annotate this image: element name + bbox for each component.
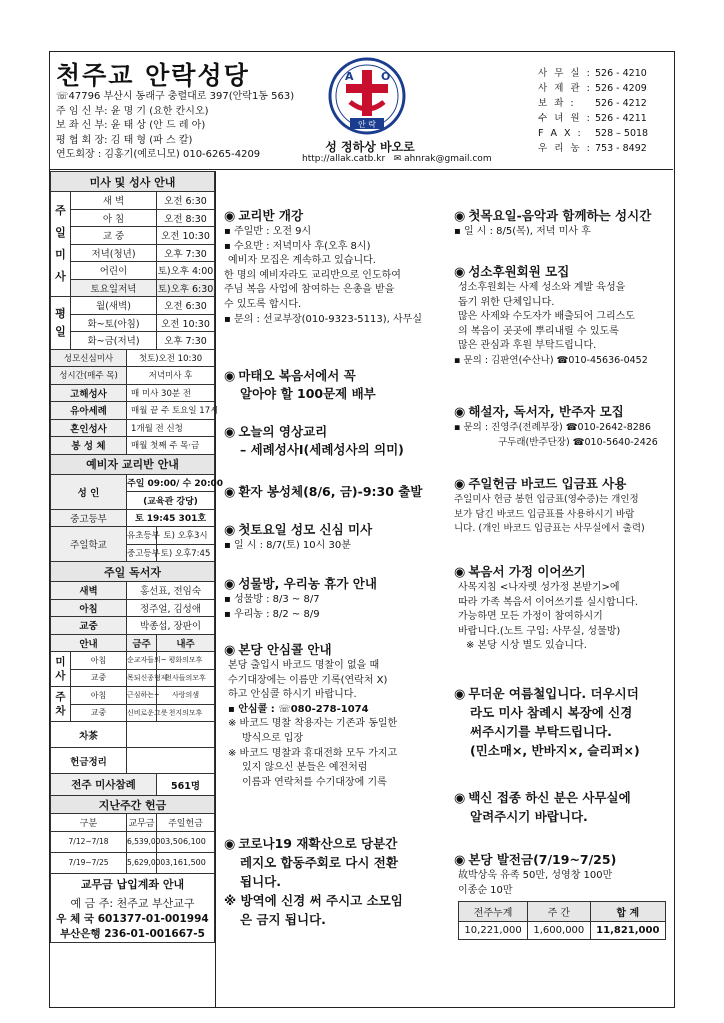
sacrament-name: 유아세례 <box>51 402 127 420</box>
mass-name: 성모신심미사 <box>51 349 127 367</box>
misa-label: 미사 <box>51 652 71 687</box>
chaja-label: 주차 <box>51 687 71 722</box>
logo-text: 안 락 <box>358 120 376 129</box>
assistant-line: 보 좌 신 부: 윤 태 상 (안 드 레 아) <box>56 120 206 131</box>
article-line: 돕기 위한 단체입니다. <box>458 296 555 308</box>
article-development <box>454 851 674 898</box>
article-volunteers <box>454 403 674 450</box>
yeondo-line: 연도회장 : 김홍기(예로니모) 010-6265-4209 <box>56 149 261 160</box>
mass-name: 아 침 <box>71 209 157 227</box>
article-line: ▪ 주일반 : 오전 9시 <box>224 226 312 237</box>
article-vacation <box>224 575 448 622</box>
offering-amount: 3,161,500 <box>157 852 215 873</box>
article-line: ▪ 문의 : 김판연(수산나) ☎010-45636-0452 <box>454 354 648 366</box>
mass-name: 토요일저녁 <box>71 279 157 297</box>
article-title: 무더운 여름철입니다. 더우시더 <box>468 686 639 701</box>
mass-name: 새 벽 <box>71 192 157 210</box>
article-line: 라도 미사 참례시 복장에 신경 <box>470 705 633 720</box>
dev-col: 주 간 <box>528 902 590 922</box>
article-title: 성소후원회원 모집 <box>468 264 570 279</box>
article-line: 의 복음이 곳곳에 뿌리내릴 수 있도록 <box>458 325 619 337</box>
phone-row: 사 무 실 : 526 - 4210 <box>538 68 647 79</box>
weekday-label: 평일 <box>51 297 71 350</box>
bullet-icon: ◉ <box>224 577 236 592</box>
sacrament-value: 매월 첫째 주 목·금 <box>127 437 215 455</box>
article-line: 바랍니다.(노트 구입: 사무실, 성물방) <box>458 625 621 637</box>
mass-time: 저녁미사 후 <box>127 367 215 385</box>
offering-period: 7/19~7/25 <box>51 852 127 873</box>
adult-value: 주일 09:00/ 수 20:00 <box>127 474 215 492</box>
article-line: ▪ 수요반 : 저녁미사 후(오후 8시) <box>224 240 371 252</box>
dev-total: 11,821,000 <box>590 922 665 940</box>
bullet-icon: ◉ <box>454 477 466 492</box>
offering-col: 주일헌금 <box>157 814 215 832</box>
council-line: 평 협 회 장: 김 태 형 (파 스 칼) <box>56 134 193 146</box>
reader-mass: 교중 <box>51 617 127 635</box>
article-line: 써주시기를 부탁드립니다. <box>470 724 612 739</box>
mass-time: 오전 8:30 <box>157 209 215 227</box>
account-line: 부산은행 236-01-001667-5 <box>51 926 215 942</box>
school-label: 주일학교 <box>51 527 127 562</box>
offering-period: 7/12~7/18 <box>51 831 127 852</box>
website-link[interactable]: http://allak.catb.kr <box>302 154 386 164</box>
article-line: 이름과 연락처를 수기대장에 기록 <box>242 776 387 788</box>
article-line: 구두래(반주단장) ☎010-5640-2426 <box>498 436 658 448</box>
reader-mass: 새벽 <box>51 582 127 600</box>
mass-time: 오전 6:30 <box>157 192 215 210</box>
guide-next: 천사들의모후 <box>157 669 215 687</box>
attendance-value: 561명 <box>157 774 215 796</box>
guide-mass: 교중 <box>71 704 127 722</box>
article-title-2: – 세례성사Ⅰ(세례성사의 의미) <box>240 442 404 457</box>
sacrament-name: 혼인성사 <box>51 419 127 437</box>
article-covid <box>224 835 456 929</box>
account-title: 교무금 납입계좌 안내 <box>51 873 215 895</box>
mass-time: 오전 10:30 <box>157 227 215 245</box>
parish-title: 천주교 안락성당 <box>56 61 250 90</box>
guide-col: 금주 <box>127 634 157 652</box>
reader-title: 주일 독서자 <box>51 562 215 582</box>
article-line: ▪ 문의 : 진영주(전례부장) ☎010-2642-8286 <box>454 422 651 433</box>
phone-row: 보 좌 : 526 - 4212 <box>538 98 647 109</box>
guide-next: 사랑의샘 <box>157 687 215 705</box>
account-line: 우 체 국 601377-01-001994 <box>51 911 215 926</box>
school-dept: 중고등부 <box>127 544 157 562</box>
article-line: 은 금지 됩니다. <box>240 912 326 927</box>
mass-name: 화~금(저녁) <box>71 332 157 350</box>
sidebar <box>50 171 224 1007</box>
article-communion <box>224 483 464 501</box>
article-title: 환자 봉성체(8/6, 금)-9:30 출발 <box>238 484 423 499</box>
offering-col: 교무금 <box>127 814 157 832</box>
article-title-2: 알아야 할 100문제 배부 <box>240 386 376 401</box>
article-title: 첫목요일-음악과 함께하는 성시간 <box>468 208 652 223</box>
sacrament-value: 매 미사 30분 전 <box>127 384 215 402</box>
dev-value: 1,600,000 <box>528 922 590 940</box>
offering-amount: 6,539,000 <box>127 831 157 852</box>
mass-name: 월(새벽) <box>71 297 157 315</box>
school-time: 토) 오후7:45 <box>157 544 215 562</box>
article-title: 본당 발전금(7/19~7/25) <box>468 852 617 867</box>
article-video <box>224 423 464 458</box>
article-line: (민소매×, 반바지×, 슬리퍼×) <box>470 743 640 758</box>
address-line: ☏47796 부산시 동래구 충렬대로 397(안락1동 563) <box>56 91 295 102</box>
header <box>50 52 673 170</box>
article-line: 성소후원회는 사제 성소와 계발 육성을 <box>458 282 626 293</box>
guide-current: 순교자들의~ <box>127 652 157 670</box>
guide-next: 평화의모후 <box>157 652 215 670</box>
sacrament-value: 매월 끝 주 토요일 17시 <box>127 402 215 420</box>
mass-name: 교 중 <box>71 227 157 245</box>
article-line: 있지 않으신 분들은 예전처럼 <box>242 762 368 774</box>
adult-label: 성 인 <box>51 474 127 509</box>
article-vocation <box>454 263 672 369</box>
mass-schedule-title: 미사 및 성사 안내 <box>51 172 215 192</box>
bullet-icon: ◉ <box>454 853 466 868</box>
patron-saint: 성 정하상 바오로 <box>325 140 415 154</box>
contact-links <box>302 154 492 164</box>
article-line: 주일미사 헌금 봉헌 입금표(영수증)는 개인정 <box>454 494 639 505</box>
article-title: 첫토요일 성모 신심 미사 <box>238 522 373 537</box>
bullet-icon: ◉ <box>224 485 236 500</box>
phone-row: F A X : 528 – 5018 <box>538 128 649 139</box>
reader-mass: 아침 <box>51 599 127 617</box>
pastor-line: 주 임 신 부: 윤 명 기 (요한 칸시오) <box>56 105 209 117</box>
attendance-label: 전주 미사참례 <box>51 774 157 796</box>
guide-col: 내주 <box>157 634 215 652</box>
mass-time: 오전 6:30 <box>157 297 215 315</box>
bullet-icon: ◉ <box>454 565 466 580</box>
phone-row: 수 녀 원 : 526 - 4211 <box>538 113 647 124</box>
guide-mass: 아침 <box>71 687 127 705</box>
phone-directory <box>538 66 648 156</box>
offering-amount: 3,506,100 <box>157 831 215 852</box>
article-line: ▪ 성물방 : 8/3 ~ 8/7 <box>224 594 320 605</box>
mass-name: 저녁(청년) <box>71 244 157 262</box>
offering-title: 지난주간 헌금 <box>51 796 215 814</box>
tea-value <box>127 722 215 748</box>
article-gospel-copy <box>454 563 674 654</box>
guide-next: 천지의모후 <box>157 704 215 722</box>
article-line: 수 있도록 합시다. <box>224 298 302 310</box>
logo-alpha: A <box>345 70 354 83</box>
article-title: 해설자, 독서자, 반주자 모집 <box>468 404 624 419</box>
guide-mass: 아침 <box>71 652 127 670</box>
article-line: 많은 관심과 후원 부탁드립니다. <box>458 340 597 352</box>
mass-time: 오후 7:30 <box>157 332 215 350</box>
bullet-icon: ◉ <box>224 837 236 852</box>
dev-value: 10,221,000 <box>459 922 528 940</box>
bullet-icon: ◉ <box>454 791 466 806</box>
article-line: 많은 사제와 수도자가 배출되어 그리스도 <box>458 311 635 323</box>
article-title: 코로나19 재확산으로 당분간 <box>238 836 398 851</box>
mass-time: 토)오후 6:30 <box>157 279 215 297</box>
reader-names: 홍선표, 전임숙 <box>127 582 215 600</box>
article-title: 성물방, 우리농 휴가 안내 <box>238 576 377 591</box>
bullet-icon: ◉ <box>224 523 236 538</box>
mass-name: 성시간(매주 목) <box>51 367 127 385</box>
article-line: ▪ 일 시 : 8/7(토) 10시 30분 <box>224 540 351 551</box>
account-line: 예 금 주: 천주교 부산교구 <box>51 895 215 911</box>
cash-label: 헌금정리 <box>51 748 127 774</box>
reader-names: 정주얼, 김성애 <box>127 599 215 617</box>
article-line: 따라 가족 복음서 이어쓰기를 실시합니다. <box>458 596 639 608</box>
school-dept: 유초등부 <box>127 527 157 545</box>
catechism-title: 예비자 교리반 안내 <box>51 454 215 474</box>
middle-value: 토 19:45 301호 <box>127 509 215 527</box>
article-line: ▪ 안심콜 : ☏080-278-1074 <box>228 703 369 715</box>
development-fund-table <box>458 901 666 940</box>
email-link[interactable]: ✉ ahnrak@gmail.com <box>393 154 492 164</box>
article-line: 예비자 모집은 계속하고 있습니다. <box>228 255 376 267</box>
article-line: 故박상욱 유족 50만, 성영창 100만 <box>458 870 613 881</box>
logo-omega: O <box>381 70 391 83</box>
guide-col: 안내 <box>51 634 127 652</box>
article-matthew <box>224 367 448 402</box>
bullet-icon: ◉ <box>454 265 466 280</box>
article-title: 본당 안심콜 안내 <box>238 642 332 657</box>
bullet-icon: ◉ <box>224 369 236 384</box>
tea-label: 차茶 <box>51 722 127 748</box>
article-barcode <box>454 475 674 537</box>
middle-label: 중고등부 <box>51 509 127 527</box>
article-line: ▪ 문의 : 선교부장(010-9323-5113), 사무실 <box>224 313 422 325</box>
article-line: 방식으로 입장 <box>242 732 304 744</box>
article-first-saturday <box>224 521 448 554</box>
article-line: ※ 바코드 명찰과 휴대전화 모두 가지고 <box>228 747 398 759</box>
mass-time: 첫토)오전 10:30 <box>127 349 215 367</box>
article-title: 교리반 개강 <box>238 208 304 223</box>
article-safecall <box>224 641 448 790</box>
cash-value <box>127 748 215 774</box>
article-line: 하고 안심콜 하시기 바랍니다. <box>228 689 357 701</box>
bullet-icon: ◉ <box>454 209 466 224</box>
dev-col: 합 계 <box>590 902 665 922</box>
bulletin-sheet <box>49 51 675 1008</box>
sacrament-value: 1개월 전 신청 <box>127 419 215 437</box>
article-line: 니다. (개인 바코드 입금표는 사무실에서 출력) <box>454 523 645 535</box>
article-title: 복음서 가정 이어쓰기 <box>468 564 586 579</box>
adult-sub: (교육관 강당) <box>127 492 215 510</box>
article-title: 백신 접종 하신 분은 사무실에 <box>468 790 631 805</box>
article-line: 보가 담긴 바코드 입금표를 사용하시기 바랍 <box>454 508 635 520</box>
article-line: 본당 출입시 바코드 명찰이 없을 때 <box>228 660 380 671</box>
article-vaccine <box>454 789 674 826</box>
article-line: ▪ 우리농 : 8/2 ~ 8/9 <box>224 608 320 620</box>
parish-info <box>56 90 294 163</box>
guide-current: 신비로운그릇 <box>127 704 157 722</box>
article-title: 마태오 복음서에서 꼭 <box>238 368 356 383</box>
article-summer <box>454 685 674 760</box>
article-title: 주일헌금 바코드 입금표 사용 <box>468 476 627 491</box>
article-line: ※ 본당 시상 별도 있습니다. <box>466 640 587 652</box>
bullet-icon: ◉ <box>454 405 466 420</box>
sacrament-name: 봉 성 체 <box>51 437 127 455</box>
offering-amount: 5,629,000 <box>127 852 157 873</box>
schedule-table <box>50 171 224 943</box>
article-line: 레지오 합동주회로 다시 전환 <box>240 855 398 870</box>
bullet-icon: ◉ <box>224 425 236 440</box>
article-line: ▪ 일 시 : 8/5(목), 저녁 미사 후 <box>454 226 591 237</box>
article-line: 한 명의 예비자라도 교리반으로 인도하여 <box>224 269 401 281</box>
phone-row: 사 제 관 : 526 - 4209 <box>538 83 647 94</box>
article-line: 사목지침 <나자렛 성가정 본받기>에 <box>458 582 620 593</box>
sacrament-name: 고해성사 <box>51 384 127 402</box>
bullet-icon: ◉ <box>224 643 236 658</box>
article-line: 이종순 10만 <box>458 884 513 896</box>
article-line: 수기대장에는 이름만 기록(연락처 X) <box>228 674 388 686</box>
phone-row: 우 리 농 : 753 - 8492 <box>538 143 647 154</box>
main-content <box>216 171 674 1007</box>
mass-time: 오전 10:30 <box>157 314 215 332</box>
article-line: 가능하면 모든 가정이 참여하시기 <box>458 611 603 623</box>
school-time: 토) 오후3시 <box>157 527 215 545</box>
parish-logo-icon <box>326 56 408 136</box>
bullet-icon: ◉ <box>454 687 466 702</box>
reader-names: 박종섭, 장판이 <box>127 617 215 635</box>
sunday-label: 주일미사 <box>51 192 71 297</box>
mass-name: 어린이 <box>71 262 157 280</box>
guide-current: 목되신종형제 <box>127 669 157 687</box>
mass-time: 오후 7:30 <box>157 244 215 262</box>
article-catechism <box>224 207 448 327</box>
article-line: ※ 방역에 신경 써 주시고 소모임 <box>224 893 403 908</box>
guide-current: 근심하는~ <box>127 687 157 705</box>
article-first-thursday <box>454 207 672 240</box>
bullet-icon: ◉ <box>224 209 236 224</box>
article-line: ※ 바코드 명찰 착용자는 기존과 동일한 <box>228 718 398 730</box>
article-line: 알려주시기 바랍니다. <box>470 809 588 824</box>
dev-col: 전주누계 <box>459 902 528 922</box>
offering-col: 구분 <box>51 814 127 832</box>
article-title: 오늘의 영상교리 <box>238 424 328 439</box>
article-line: 주님 복음 사업에 참여하는 은총을 받을 <box>224 284 395 296</box>
article-line: 됩니다. <box>240 874 281 889</box>
mass-time: 토)오후 4:00 <box>157 262 215 280</box>
guide-mass: 교중 <box>71 669 127 687</box>
mass-name: 화~토(아침) <box>71 314 157 332</box>
